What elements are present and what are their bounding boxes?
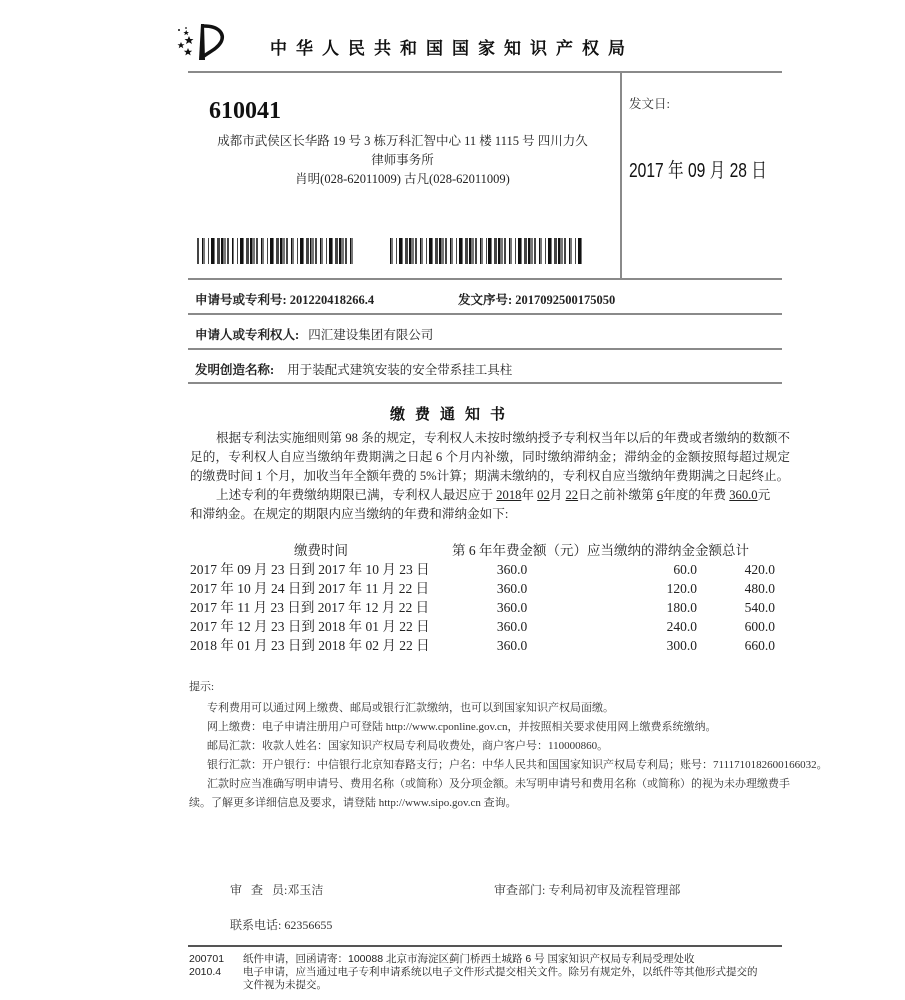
- notice-paragraph-2: 上述专利的年费缴纳期限已满，专利权人最迟应于 2018年 02月 22日之前补缴第 6年度的年费 360.0元: [216, 488, 771, 502]
- header-period: 缴费时间: [294, 543, 348, 558]
- postcode: 610041: [209, 98, 281, 124]
- serial-number-row: [458, 290, 615, 308]
- table-row: 2018 年 01 月 23 日到 2018 年 02 月 22 日 360.0 300.0 660.0: [190, 638, 775, 653]
- phone-number: 62356655: [284, 918, 333, 932]
- address-line-1: 成都市武侯区长华路 19 号 3 栋万科汇智中心 11 楼 1115 号 四川力久: [217, 134, 588, 148]
- deadline-year: 2018: [496, 488, 522, 502]
- table-row: 2017 年 10 月 24 日到 2017 年 11 月 22 日 360.0 120.0 480.0: [190, 581, 775, 596]
- notice-paragraph-1: 根据专利法实施细则第 98 条的规定，专利权人未按时缴纳授予专利权当年以后的年费或者缴纳的数额不足的，专利权人自应当缴纳年费期满之日起 6 个月内补缴，同时缴纳滞纳金；滞纳金的金额按照每超过规定的缴费时间 1 个月，加收当年全额年费的 5%计算；期满未缴纳的，专利权自应当缴纳年费期满之日起终止。: [190, 431, 790, 483]
- invention-name: 用于装配式建筑安装的安全带系挂工具柱: [287, 363, 513, 377]
- header-total: 金额总计: [695, 543, 749, 558]
- footer-line-3: 文件视为未提交。: [243, 979, 327, 991]
- examiner-name: 邓玉洁: [287, 883, 324, 897]
- footer-code-1: 200701: [189, 953, 225, 965]
- table-row: 2017 年 11 月 23 日到 2017 年 12 月 22 日 360.0 180.0 540.0: [190, 600, 775, 615]
- row-divider-1: [188, 313, 782, 315]
- department-row: [494, 881, 680, 898]
- serial-number-label: 发文序号:: [458, 293, 513, 307]
- header-late-fee: 应当缴纳的滞纳金: [587, 543, 695, 558]
- serial-number: 2017092500175050: [515, 293, 616, 307]
- phone-row: [230, 916, 332, 933]
- fee-amount: 360.0: [729, 488, 758, 502]
- row-divider-3: [188, 382, 782, 384]
- contact-persons: 肖明(028-62011009) 古凡(028-62011009): [295, 172, 510, 186]
- department-name: 专利局初审及流程管理部: [548, 883, 681, 897]
- invention-label: 发明创造名称:: [195, 363, 275, 377]
- examiner-label: 审 查 员:: [230, 883, 288, 897]
- applicant-label: 申请人或专利权人:: [195, 328, 300, 342]
- deadline-month: 02: [537, 488, 550, 502]
- cnipa-logo-icon: [175, 22, 231, 62]
- fee-table: [190, 541, 775, 655]
- fee-year: 6: [656, 488, 664, 502]
- row-divider-2: [188, 348, 782, 350]
- fee-table-header: [190, 541, 775, 560]
- header-divider: [188, 71, 782, 73]
- address-line-2: 律师事务所: [371, 153, 434, 167]
- phone-label: 联系电话:: [230, 918, 282, 932]
- issue-date-label: 发文日:: [629, 97, 670, 111]
- tips-line-3: 邮局汇款：收款人姓名：国家知识产权局专利局收费处，商户客户号：110000860。: [207, 740, 609, 752]
- deadline-day: 22: [565, 488, 579, 502]
- agency-name: 中华人民共和国国家知识产权局: [270, 39, 634, 59]
- applicant-row: [195, 325, 433, 343]
- applicant-name: 四汇建设集团有限公司: [308, 328, 434, 342]
- application-number-row: [195, 290, 374, 308]
- invention-row: [195, 360, 512, 378]
- barcode-left: [196, 238, 356, 264]
- table-row: 2017 年 12 月 23 日到 2018 年 01 月 22 日 360.0 240.0 600.0: [190, 619, 775, 634]
- application-number-label: 申请号或专利号:: [195, 293, 287, 307]
- tips-line-2: 网上缴费：电子申请注册用户可登陆 http://www.cponline.gov.cn，并按照相关要求使用网上缴费系统缴纳。: [207, 721, 717, 733]
- address-panel-divider: [620, 71, 622, 279]
- header-annual-fee: 第 6 年年费金额（元）: [452, 543, 587, 558]
- tips-line-5: 汇款时应当准确写明申请号、费用名称（或简称）及分项金额。未写明申请号和费用名称（或简称）的视为未办理缴费手: [207, 778, 790, 790]
- footer-code-2: 2010.4: [189, 966, 222, 978]
- barcode-right: [390, 238, 584, 264]
- table-row: 2017 年 09 月 23 日到 2017 年 10 月 23 日 360.0 60.0 420.0: [190, 562, 775, 577]
- department-label: 审查部门:: [494, 883, 546, 897]
- document-title: 缴费通知书: [389, 405, 515, 423]
- examiner-row: [230, 881, 323, 898]
- notice-paragraph-2-cont: 和滞纳金。在规定的期限内应当缴纳的年费和滞纳金如下:: [190, 507, 509, 521]
- issue-date: 2017 年 09 月 28 日: [629, 160, 767, 182]
- application-number: 201220418266.4: [289, 293, 375, 307]
- tips-line-4: 银行汇款：开户银行：中信银行北京知春路支行；户名：中华人民共和国国家知识产权局专利局；账号：7111710182600166032。: [207, 759, 828, 771]
- tips-line-6: 续。了解更多详细信息及要求，请登陆 http://www.sipo.gov.cn 查询。: [189, 797, 517, 809]
- tips-line-1: 专利费用可以通过网上缴费、邮局或银行汇款缴纳，也可以到国家知识产权局面缴。: [207, 702, 614, 714]
- footer-divider: [188, 945, 782, 947]
- footer-line-2: 电子申请，应当通过电子专利申请系统以电子文件形式提交相关文件。除另有规定外，以纸件等其他形式提交的: [243, 966, 758, 978]
- tips-title: 提示:: [189, 681, 215, 693]
- footer-line-1: 纸件申请，回函请寄：100088 北京市海淀区蓟门桥西土城路 6 号 国家知识产权局专利局受理处收: [243, 953, 695, 965]
- barcode-divider: [188, 278, 782, 280]
